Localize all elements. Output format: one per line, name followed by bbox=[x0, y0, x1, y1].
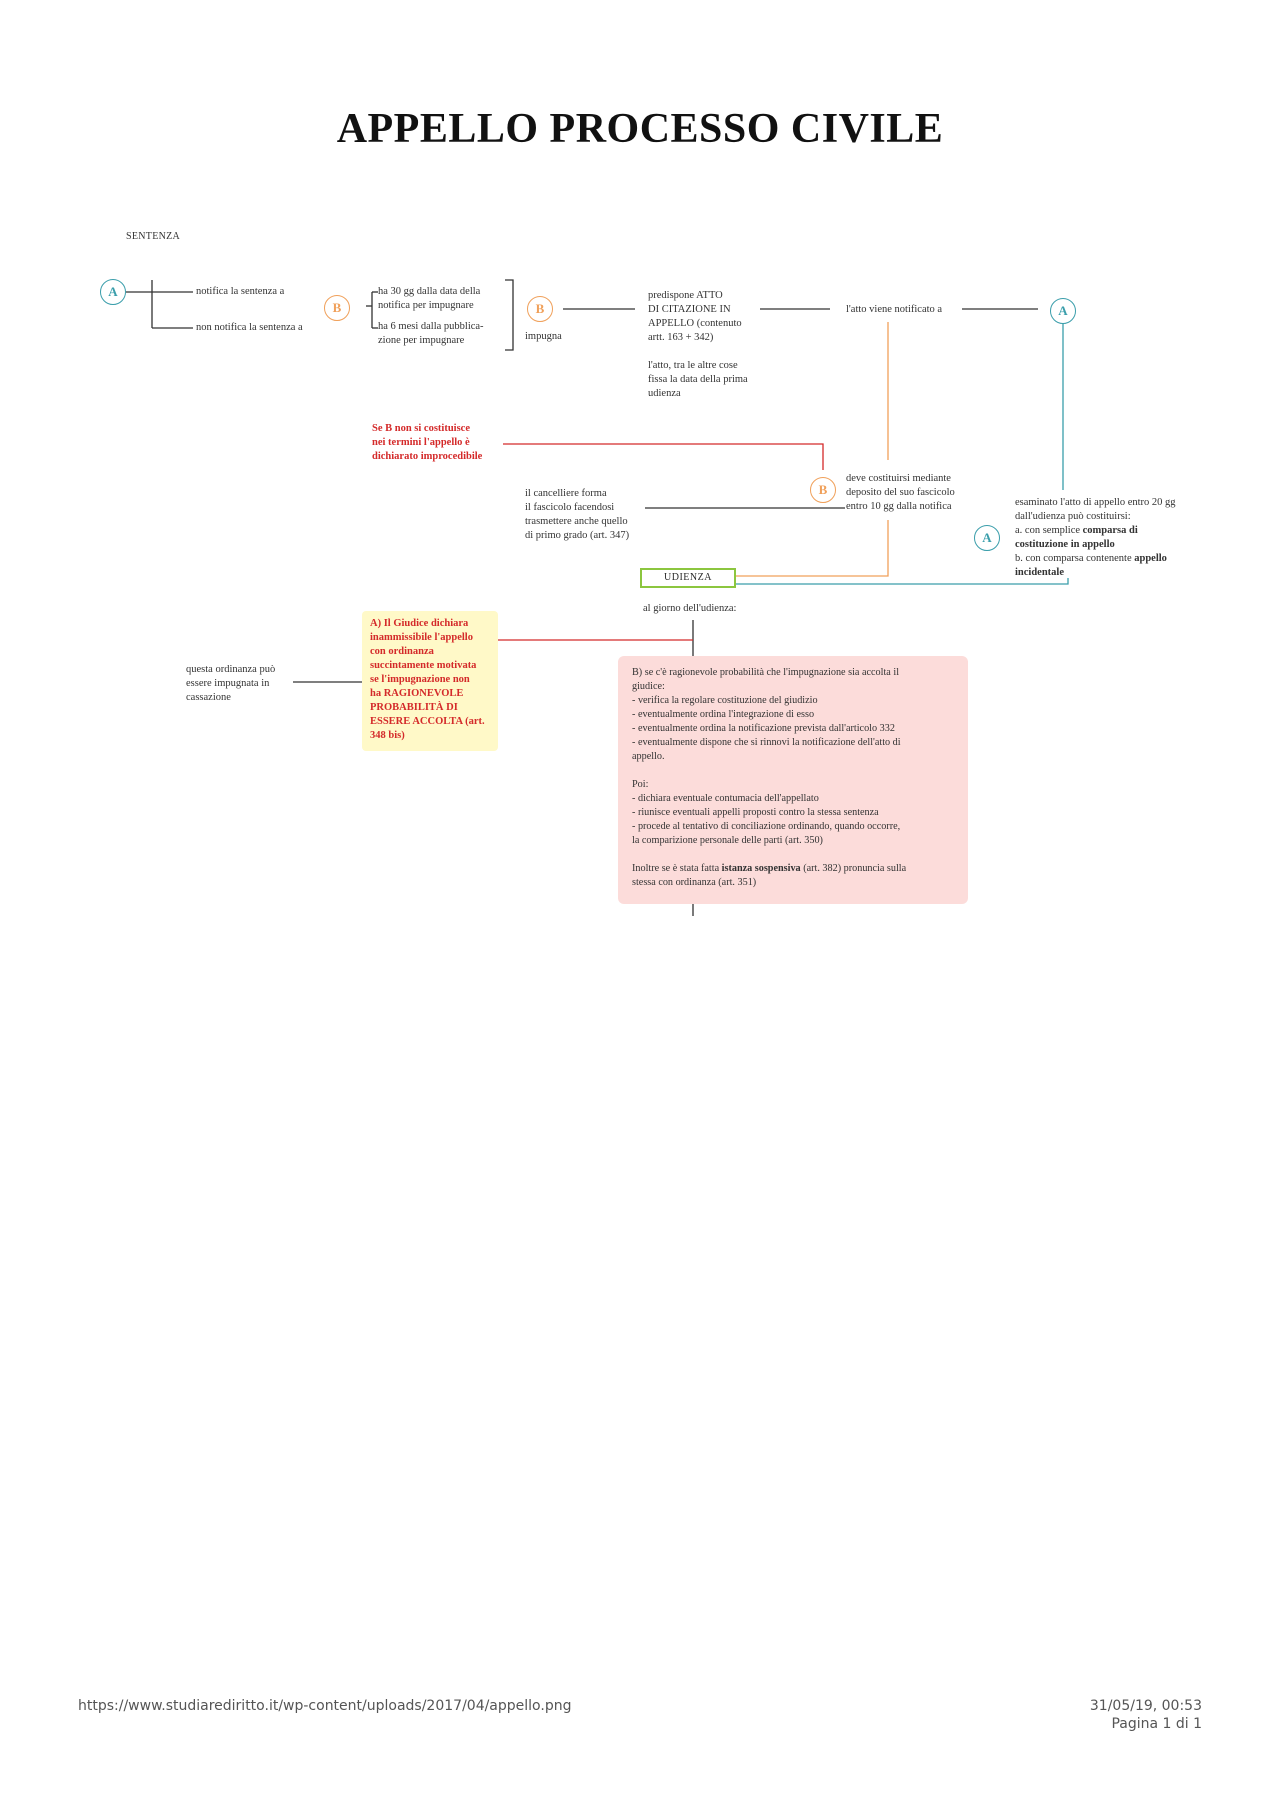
atto-notificato-label: l'atto viene notificato a bbox=[846, 304, 943, 315]
page-title: APPELLO PROCESSO CIVILE bbox=[336, 106, 944, 152]
party-b-costituzione-circle: B bbox=[810, 477, 836, 503]
party-a-circle-right: A bbox=[1050, 298, 1076, 324]
ordinanza-cassazione-note: questa ordinanza può essere impugnata in cassazione bbox=[186, 664, 276, 703]
party-a-circle: A bbox=[100, 279, 126, 305]
sentenza-label: SENTENZA bbox=[126, 231, 181, 242]
predispone-atto: predispone ATTO DI CITAZIONE IN APPELLO (contenuto artt. 163 + 342) bbox=[648, 290, 742, 343]
inammissibilita-box: A) Il Giudice dichiara inammissibile l'appello con ordinanza succintamente motivata se l'impugnazione non ha RAGIONEVOLE PROBABILITÀ DI ESSERE ACCOLTA (art. 348 bis) bbox=[362, 611, 498, 751]
party-b-impugna-circle: B bbox=[527, 296, 553, 322]
deve-costituirsi: deve costituirsi mediante deposito del suo fascicolo entro 10 gg dalla notifica bbox=[846, 473, 955, 512]
termine-6mesi: ha 6 mesi dalla pubblica- zione per impugnare bbox=[378, 321, 484, 346]
footer-url[interactable]: https://www.studiarediritto.it/wp-content/uploads/2017/04/appello.png bbox=[78, 1698, 572, 1714]
footer-datetime: 31/05/19, 00:53 bbox=[1089, 1698, 1202, 1714]
party-b-circle: B bbox=[324, 295, 350, 321]
party-a-costituzione-circle: A bbox=[974, 525, 1000, 551]
udienza-box: UDIENZA bbox=[640, 568, 736, 588]
ammissibilita-box: B) se c'è ragionevole probabilità che l'impugnazione sia accolta il giudice: - verifica la regolare costituzione del giudizio - eventualmente ordina l'integrazione di esso - eventualmente ordina la notificazione prevista dall'articolo 332 - eventualmente dispone che si rinnovi la notificazione dell'atto di appello. Poi: - dichiara eventuale contumacia dell'appellato - riunisce eventuali appelli proposti contro la stessa sentenza - procede al tentativo di conciliazione ordinando, quando occorre, la comparizione personale delle parti (art. 350) Inoltre se è stata fatta istanza sospensiva (art. 382) pronuncia sulla stessa con ordinanza (art. 351) bbox=[618, 656, 968, 904]
al-giorno-label: al giorno dell'udienza: bbox=[643, 603, 737, 614]
impugna-label: impugna bbox=[525, 331, 562, 342]
notifica-label: notifica la sentenza a bbox=[196, 286, 285, 297]
termine-30gg: ha 30 gg dalla data della notifica per impugnare bbox=[378, 286, 481, 311]
cancelliere-note: il cancelliere forma il fascicolo facendosi trasmettere anche quello di primo grado (art. 347) bbox=[525, 488, 630, 541]
footer-page-number: Pagina 1 di 1 bbox=[1111, 1716, 1202, 1732]
non-notifica-label: non notifica la sentenza a bbox=[196, 322, 303, 333]
esaminato-note: esaminato l'atto di appello entro 20 gg dall'udienza può costituirsi: a. con semplice comparsa di costituzione in appello b. con comparsa contenente appello incidentale bbox=[1015, 497, 1176, 578]
atto-fissa-udienza: l'atto, tra le altre cose fissa la data della prima udienza bbox=[648, 360, 748, 399]
improcedibile-note: Se B non si costituisce nei termini l'appello è dichiarato improcedibile bbox=[372, 423, 483, 462]
